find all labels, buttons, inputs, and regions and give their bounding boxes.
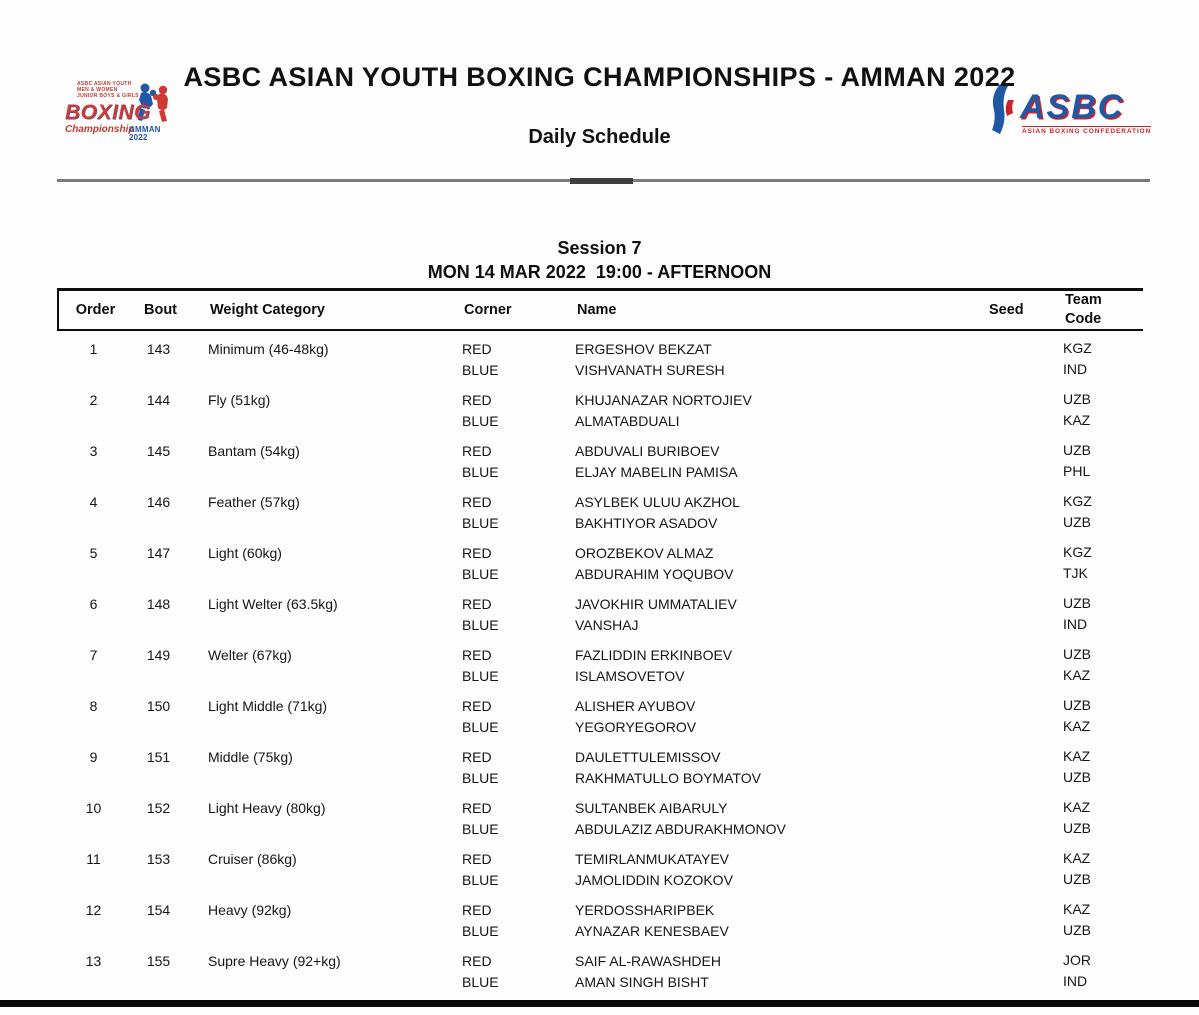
bout-seeds (975, 798, 1048, 840)
bout-weight-category: Feather (57kg) (208, 494, 300, 510)
red-boxer-seed (987, 492, 1048, 513)
blue-boxer-team-code: KAZ (1063, 412, 1091, 428)
red-boxer-seed (987, 594, 1048, 615)
bout-seeds (975, 849, 1048, 891)
blue-boxer-seed (987, 768, 1048, 789)
red-boxer-team-code: UZB (1063, 391, 1091, 407)
red-boxer-seed (987, 798, 1048, 819)
bout-team-codes (1048, 543, 1143, 585)
blue-boxer-name: ALMATABDUALI (575, 413, 680, 429)
blue-corner-label: BLUE (462, 974, 499, 990)
bout-weight-category: Light (60kg) (208, 545, 282, 561)
red-boxer-seed (987, 849, 1048, 870)
bout-number: 146 (146, 494, 171, 510)
bout-row (57, 747, 1143, 789)
blue-boxer-seed (987, 972, 1048, 993)
blue-boxer-seed (987, 462, 1048, 483)
bout-order: 8 (89, 698, 98, 714)
bout-order: 3 (89, 443, 98, 459)
bout-number: 150 (146, 698, 171, 714)
bout-names (565, 849, 975, 891)
blue-boxer-team-code: KAZ (1063, 667, 1091, 683)
bout-seeds (975, 747, 1048, 789)
red-boxer-team-code: UZB (1063, 595, 1091, 611)
blue-boxer-name: YEGORYEGOROV (575, 719, 697, 735)
bout-order: 4 (89, 494, 98, 510)
red-corner-label: RED (462, 545, 492, 561)
blue-boxer-name: VISHVANATH SURESH (575, 362, 725, 378)
red-boxer-seed (987, 441, 1048, 462)
blue-boxer-name: ABDULAZIZ ABDURAKHMONOV (575, 821, 786, 837)
page-title: ASBC ASIAN YOUTH BOXING CHAMPIONSHIPS - AMMAN 2022 (183, 62, 1016, 92)
bout-team-codes (1048, 390, 1143, 432)
bout-order: 6 (89, 596, 98, 612)
bout-order: 5 (89, 545, 98, 561)
bout-order: 11 (86, 851, 101, 867)
bout-weight-category: Middle (75kg) (208, 749, 293, 765)
red-boxer-team-code: KAZ (1063, 748, 1091, 764)
bout-row (57, 900, 1143, 942)
bout-seeds (975, 441, 1048, 483)
bout-row (57, 849, 1143, 891)
bout-weight-category: Bantam (54kg) (208, 443, 300, 459)
blue-corner-label: BLUE (462, 923, 499, 939)
bout-team-codes (1048, 339, 1143, 381)
bout-number: 145 (146, 443, 171, 459)
blue-boxer-name: BAKHTIYOR ASADOV (575, 515, 718, 531)
bout-order: 1 (89, 341, 98, 357)
red-boxer-name: YERDOSSHARIPBEK (575, 902, 715, 918)
schedule-table-header (57, 288, 1143, 331)
blue-corner-label: BLUE (462, 362, 499, 378)
bout-corners (450, 951, 565, 993)
blue-boxer-team-code: UZB (1063, 922, 1091, 938)
bout-names (565, 798, 975, 840)
column-header-name: Name (577, 302, 617, 318)
column-header-bout: Bout (143, 302, 177, 318)
red-corner-label: RED (462, 953, 492, 969)
bout-order: 2 (89, 392, 98, 408)
red-boxer-seed (987, 747, 1048, 768)
blue-boxer-team-code: UZB (1063, 820, 1091, 836)
red-boxer-team-code: KAZ (1063, 901, 1091, 917)
red-boxer-name: ABDUVALI BURIBOEV (575, 443, 720, 459)
bout-number: 153 (146, 851, 171, 867)
bout-names (565, 441, 975, 483)
bout-row (57, 441, 1143, 483)
red-boxer-seed (987, 900, 1048, 921)
column-header-team-code (1050, 291, 1145, 329)
red-corner-label: RED (462, 596, 492, 612)
blue-boxer-name: ISLAMSOVETOV (575, 668, 685, 684)
bout-names (565, 543, 975, 585)
bout-order: 12 (85, 902, 102, 918)
red-boxer-team-code: KAZ (1063, 850, 1091, 866)
blue-corner-label: BLUE (462, 770, 499, 786)
bout-number: 154 (146, 902, 171, 918)
column-header-team-line2: Code (1065, 311, 1102, 327)
bout-order: 7 (89, 647, 98, 663)
event-logo-amman-year: AMMAN 2022 (129, 125, 161, 142)
bout-number: 151 (146, 749, 171, 765)
column-header-corner: Corner (464, 302, 512, 318)
bout-number: 149 (146, 647, 171, 663)
red-boxer-team-code: KAZ (1063, 799, 1091, 815)
bout-team-codes (1048, 441, 1143, 483)
red-boxer-team-code: KGZ (1063, 544, 1092, 560)
blue-boxer-team-code: UZB (1063, 514, 1091, 530)
bout-corners (450, 492, 565, 534)
blue-boxer-team-code: KAZ (1063, 718, 1091, 734)
bout-corners (450, 798, 565, 840)
red-corner-label: RED (462, 392, 492, 408)
bout-team-codes (1048, 594, 1143, 636)
bout-team-codes (1048, 696, 1143, 738)
red-corner-label: RED (462, 800, 492, 816)
red-boxer-seed (987, 543, 1048, 564)
event-logo-boxing-text: BOXING (65, 101, 151, 124)
bout-corners (450, 594, 565, 636)
blue-boxer-team-code: IND (1063, 361, 1088, 377)
blue-corner-label: BLUE (462, 464, 499, 480)
red-boxer-name: ERGESHOV BEKZAT (575, 341, 712, 357)
blue-boxer-team-code: IND (1063, 973, 1088, 989)
red-corner-label: RED (462, 698, 492, 714)
blue-corner-label: BLUE (462, 719, 499, 735)
red-boxer-name: SULTANBEK AIBARULY (575, 800, 728, 816)
blue-boxer-seed (987, 564, 1048, 585)
bout-team-codes (1048, 798, 1143, 840)
blue-corner-label: BLUE (462, 566, 499, 582)
bout-row (57, 798, 1143, 840)
red-boxer-name: ALISHER AYUBOV (575, 698, 696, 714)
bout-names (565, 594, 975, 636)
blue-boxer-name: RAKHMATULLO BOYMATOV (575, 770, 761, 786)
event-logo-small-line: JUNIOR BOYS & GIRLS (77, 93, 139, 99)
session-datetime: MON 14 MAR 2022 19:00 - AFTERNOON (427, 262, 772, 282)
event-logo-small-line: ASBC ASIAN YOUTH (77, 81, 132, 87)
blue-boxer-name: AMAN SINGH BISHT (575, 974, 709, 990)
red-boxer-team-code: UZB (1063, 646, 1091, 662)
blue-boxer-team-code: IND (1063, 616, 1088, 632)
bout-order: 10 (85, 800, 102, 816)
bout-row (57, 696, 1143, 738)
bout-corners (450, 645, 565, 687)
header-divider-dark-segment (570, 178, 633, 184)
blue-corner-label: BLUE (462, 413, 499, 429)
blue-boxer-name: AYNAZAR KENESBAEV (575, 923, 729, 939)
red-boxer-name: DAULETTULEMISSOV (575, 749, 721, 765)
bout-weight-category: Light Welter (63.5kg) (208, 596, 338, 612)
red-corner-label: RED (462, 443, 492, 459)
bout-seeds (975, 543, 1048, 585)
bout-seeds (975, 900, 1048, 942)
bout-seeds (975, 390, 1048, 432)
bout-seeds (975, 696, 1048, 738)
bout-order: 9 (89, 749, 98, 765)
bout-weight-category: Minimum (46-48kg) (208, 341, 329, 357)
bout-corners (450, 900, 565, 942)
bout-team-codes (1048, 849, 1143, 891)
red-boxer-team-code: KGZ (1063, 340, 1092, 356)
red-boxer-name: SAIF AL-RAWASHDEH (575, 953, 721, 969)
bout-number: 147 (146, 545, 171, 561)
bout-weight-category: Light Heavy (80kg) (208, 800, 326, 816)
red-boxer-name: KHUJANAZAR NORTOJIEV (575, 392, 752, 408)
bout-seeds (975, 951, 1048, 993)
blue-boxer-seed (987, 819, 1048, 840)
bout-seeds (975, 492, 1048, 534)
bout-number: 155 (146, 953, 171, 969)
blue-boxer-seed (987, 921, 1048, 942)
bout-corners (450, 441, 565, 483)
bout-weight-category: Heavy (92kg) (208, 902, 292, 918)
bout-team-codes (1048, 747, 1143, 789)
bout-team-codes (1048, 951, 1143, 993)
event-logo-small-line: MEN & WOMEN (77, 87, 118, 93)
bout-weight-category: Light Middle (71kg) (208, 698, 328, 714)
bout-team-codes (1048, 492, 1143, 534)
bout-seeds (975, 594, 1048, 636)
blue-boxer-team-code: PHL (1063, 463, 1091, 479)
bout-row (57, 645, 1143, 687)
red-corner-label: RED (462, 494, 492, 510)
bout-row (57, 492, 1143, 534)
column-header-seed: Seed (989, 302, 1024, 318)
blue-corner-label: BLUE (462, 668, 499, 684)
bout-row (57, 339, 1143, 381)
red-corner-label: RED (462, 902, 492, 918)
bout-seeds (975, 645, 1048, 687)
blue-boxer-seed (987, 360, 1048, 381)
blue-boxer-seed (987, 717, 1048, 738)
red-boxer-team-code: JOR (1063, 952, 1091, 968)
bout-number: 144 (146, 392, 171, 408)
bout-seeds (975, 339, 1048, 381)
asbc-tagline: ASIAN BOXING CONFEDERATION (1022, 128, 1152, 135)
blue-boxer-name: ABDURAHIM YOQUBOV (575, 566, 734, 582)
blue-boxer-seed (987, 666, 1048, 687)
column-header-team-line1: Team (1065, 292, 1102, 308)
bout-corners (450, 747, 565, 789)
blue-boxer-seed (987, 870, 1048, 891)
schedule-table-body (57, 339, 1143, 993)
page-bottom-rule (0, 1000, 1199, 1007)
bout-corners (450, 339, 565, 381)
column-header-order: Order (75, 302, 116, 318)
bout-names (565, 390, 975, 432)
bout-names (565, 900, 975, 942)
bout-corners (450, 390, 565, 432)
bout-names (565, 696, 975, 738)
red-boxer-name: JAVOKHIR UMMATALIEV (575, 596, 737, 612)
bout-number: 152 (146, 800, 171, 816)
blue-corner-label: BLUE (462, 617, 499, 633)
red-corner-label: RED (462, 341, 492, 357)
blue-corner-label: BLUE (462, 821, 499, 837)
bout-row (57, 594, 1143, 636)
bout-order: 13 (85, 953, 102, 969)
red-boxer-name: FAZLIDDIN ERKINBOEV (575, 647, 733, 663)
bout-number: 143 (146, 341, 171, 357)
red-boxer-seed (987, 951, 1048, 972)
bout-row (57, 951, 1143, 993)
blue-boxer-seed (987, 513, 1048, 534)
bout-team-codes (1048, 645, 1143, 687)
red-boxer-team-code: UZB (1063, 697, 1091, 713)
blue-boxer-team-code: TJK (1063, 565, 1088, 581)
red-corner-label: RED (462, 851, 492, 867)
bout-names (565, 951, 975, 993)
red-boxer-name: OROZBEKOV ALMAZ (575, 545, 714, 561)
blue-boxer-name: VANSHAJ (575, 617, 639, 633)
blue-boxer-team-code: UZB (1063, 871, 1091, 887)
blue-boxer-name: JAMOLIDDIN KOZOKOV (575, 872, 733, 888)
bout-row (57, 390, 1143, 432)
bout-names (565, 747, 975, 789)
page-subtitle: Daily Schedule (528, 126, 671, 148)
red-boxer-team-code: KGZ (1063, 493, 1092, 509)
event-logo-championship-text: Championship (65, 124, 135, 135)
bout-weight-category: Supre Heavy (92+kg) (208, 953, 341, 969)
red-corner-label: RED (462, 647, 492, 663)
bout-row (57, 543, 1143, 585)
bout-names (565, 339, 975, 381)
bout-names (565, 645, 975, 687)
bout-team-codes (1048, 900, 1143, 942)
red-boxer-team-code: UZB (1063, 442, 1091, 458)
blue-corner-label: BLUE (462, 872, 499, 888)
bout-corners (450, 543, 565, 585)
blue-corner-label: BLUE (462, 515, 499, 531)
red-boxer-seed (987, 390, 1048, 411)
blue-boxer-seed (987, 411, 1048, 432)
red-boxer-name: TEMIRLANMUKATAYEV (575, 851, 730, 867)
blue-boxer-name: ELJAY MABELIN PAMISA (575, 464, 738, 480)
bout-weight-category: Fly (51kg) (208, 392, 271, 408)
bout-number: 148 (146, 596, 171, 612)
bout-weight-category: Welter (67kg) (208, 647, 292, 663)
red-boxer-seed (987, 645, 1048, 666)
bout-names (565, 492, 975, 534)
bout-corners (450, 696, 565, 738)
session-title: Session 7 (557, 238, 642, 258)
column-header-weight-category: Weight Category (210, 302, 325, 318)
red-boxer-seed (987, 696, 1048, 717)
red-boxer-name: ASYLBEK ULUU AKZHOL (575, 494, 740, 510)
asbc-acronym: ASBC (1020, 88, 1125, 126)
bout-weight-category: Cruiser (86kg) (208, 851, 297, 867)
red-corner-label: RED (462, 749, 492, 765)
red-boxer-seed (987, 339, 1048, 360)
blue-boxer-seed (987, 615, 1048, 636)
bout-corners (450, 849, 565, 891)
blue-boxer-team-code: UZB (1063, 769, 1091, 785)
